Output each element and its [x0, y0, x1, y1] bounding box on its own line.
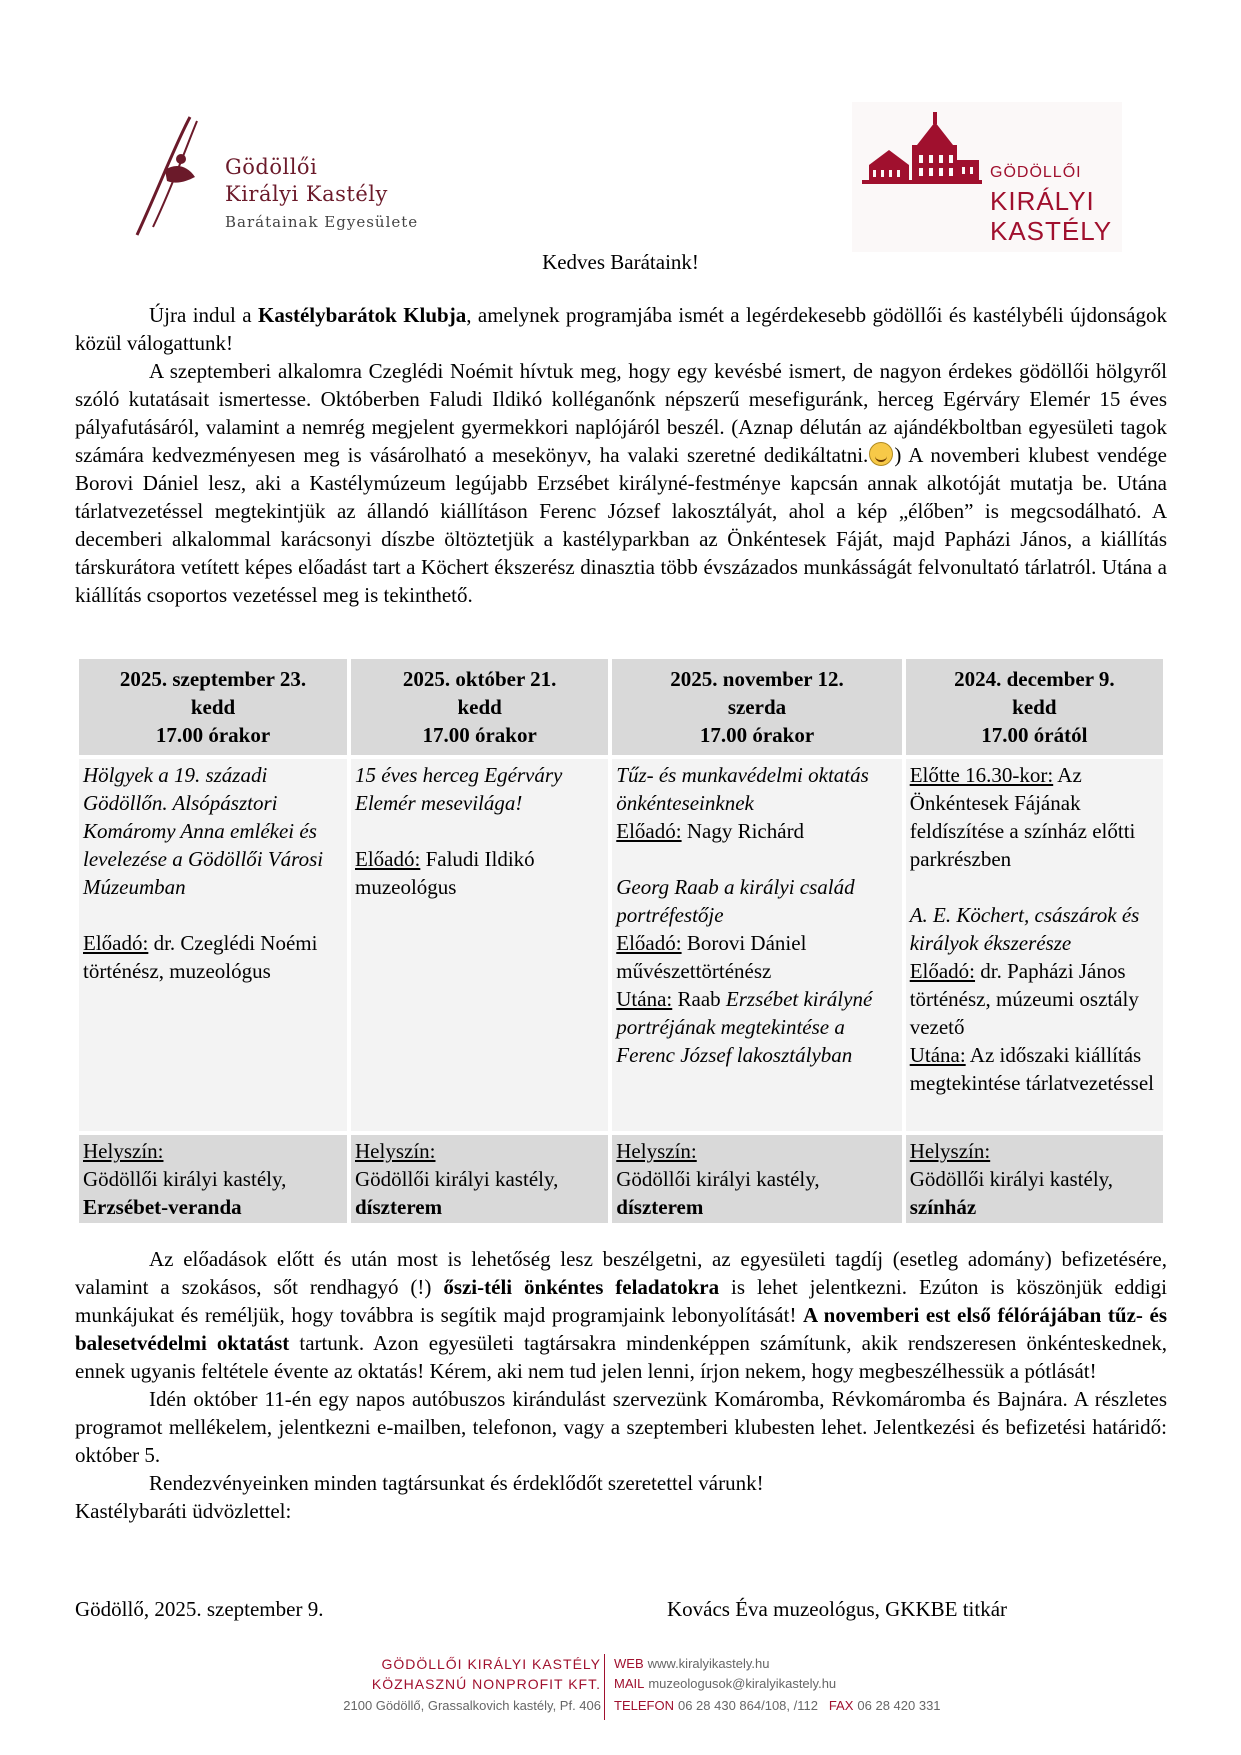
greeting: Kedves Barátaink! [542, 250, 699, 274]
schedule-venue-row [79, 1135, 1163, 1223]
intro-text [75, 301, 1167, 609]
logo-left-line2: Királyi Kastély [225, 182, 388, 206]
intro-paragraph-1: Újra indul a Kastélybarátok Klubja, amelynek programjába ismét a legérdekesebb gödöllői és kastélybéli újdonságok közül válogattunk! [75, 303, 1167, 355]
footer-org-type: KÖZHASZNÚ NONPROFIT KFT. [371, 1676, 601, 1692]
schedule-program-row [79, 759, 1163, 1131]
closing-salutation: Kastélybaráti üdvözlettel: [75, 1499, 292, 1523]
schedule-header-row [79, 659, 1163, 755]
event-4-date-cell: 2024. december 9. kedd 17.00 órától [906, 659, 1163, 755]
smiley-emoji-icon [869, 442, 893, 466]
footer-phone-fax: TELEFON 06 28 430 864/108, /112 FAX 06 28 420 331 [614, 1698, 941, 1713]
royal-palace-logo [852, 102, 1122, 252]
footer-divider [604, 1654, 605, 1720]
event-1-venue-cell: Helyszín: Gödöllői királyi kastély, Erzsébet-veranda [79, 1135, 347, 1223]
event-2-date-cell: 2025. október 21. kedd 17.00 órakor [351, 659, 608, 755]
friends-association-logo [135, 115, 419, 240]
footer-address: 2100 Gödöllő, Grassalkovich kastély, Pf. 406 [343, 1698, 601, 1713]
event-3-program-cell: Tűz- és munkavédelmi oktatás önkénteseinknek Előadó: Nagy Richárd Georg Raab a királyi család portréfestője Előadó: Borovi Dániel művészettörténész Utána: Raab Erzsébet királyné portréjának megtekintése a Ferenc József lakosztályban [612, 759, 901, 1131]
event-4-venue-cell: Helyszín: Gödöllői királyi kastély, színház [906, 1135, 1163, 1223]
event-schedule-table [75, 655, 1167, 1227]
outro-paragraph-1: Az előadások előtt és után most is lehetőség lesz beszélgetni, az egyesületi tagdíj (esetleg adomány) befizetésére, valamint a szokásos, sőt rendhagyó (!) őszi-téli önkéntes feladatokra is lehet jelentkezni. Ezúton is köszönjük eddigi munkájukat és reméljük, hogy továbbra is segítik majd programjaink lebonyolítását! A novemberi est első félórájában tűz- és balesetvédelmi oktatást tartunk. Azon egyesületi tagtársakra mindenképpen számítunk, akik rendszeresen önkénteskednek, ennek ugyanis feltétele évente az oktatás! Kérem, aki nem tud jelen lenni, írjon nekem, hogy megbeszélhessük a pótlását! [75, 1247, 1168, 1383]
outro-paragraph-3: Rendezvényeinken minden tagtársunkat és érdeklődőt szeretettel várunk! [149, 1471, 764, 1495]
letterhead-footer [0, 1650, 1241, 1730]
signer: Kovács Éva muzeológus, GKKBE titkár [667, 1597, 1008, 1621]
place-date: Gödöllő, 2025. szeptember 9. [75, 1597, 324, 1621]
logo-left-line3: Barátainak Egyesülete [225, 213, 419, 231]
event-3-venue-cell: Helyszín: Gödöllői királyi kastély, díszterem [612, 1135, 901, 1223]
footer-org-name: GÖDÖLLŐI KIRÁLYI KASTÉLY [381, 1656, 601, 1672]
rider-emblem-icon [135, 115, 215, 240]
palace-building-icon [857, 110, 987, 210]
event-1-program-cell: Hölgyek a 19. századi Gödöllőn. Alsópásztori Komáromy Anna emlékei és levelezése a Gödöllői Városi Múzeumban Előadó: dr. Czeglédi Noémi történész, muzeológus [79, 759, 347, 1131]
outro-text [75, 1245, 1167, 1525]
logo-right-line2: KIRÁLYI [990, 186, 1095, 216]
logo-right-line1: GÖDÖLLŐI [990, 164, 1082, 181]
outro-paragraph-2: Idén október 11-én egy napos autóbuszos kirándulást szervezünk Komáromba, Révkomáromba és Bajnára. A részletes programot mellékelem, jelentkezni e-mailben, telefonon, vagy a szeptemberi klubesten lehet. Jelentkezési és befizetési határidő: október 5. [75, 1387, 1167, 1467]
intro-paragraph-2: A szeptemberi alkalomra Czeglédi Noémit hívtuk meg, hogy egy kevésbé ismert, de nagyon érdekes gödöllői hölgyről szóló kutatásait ismertesse. Októberben Faludi Ildikó kolléganőnk népszerű mesefiguránk, herceg Egérváry Elemér 15 éves pályafutásáról, valamint a nemrég megjelent gyermekkori naplójáról beszél. (Aznap délután az ajándékboltban egyesületi tagok számára kedvezményesen meg is vásárolható a mesekönyv, ha valaki szeretné dedikáltatni. ) A novemberi klubest vendége Borovi Dániel lesz, aki a Kastélymúzeum legújabb Erzsébet királyné-festménye kapcsán annak alkotóját mutatja be. Utána tárlatvezetéssel megtekintjük az állandó kiállításon Ferenc József lakosztályát, ahol a kép „élőben” is megcsodálható. A decemberi alkalommal karácsonyi díszbe öltöztetjük a kastélyparkban az Önkéntesek Fáját, majd Papházi János, a kiállítás társkurátora vetített képes előadást tart a Köchert ékszerész dinasztia több évszázados munkásságát felvonultató tárlatról. Utána a kiállítás csoportos vezetéssel meg is tekinthető. [75, 359, 1167, 607]
footer-mail[interactable]: MAIL muzeologusok@kiralyikastely.hu [614, 1676, 837, 1691]
event-2-venue-cell: Helyszín: Gödöllői királyi kastély, díszterem [351, 1135, 608, 1223]
event-1-date-cell: 2025. szeptember 23. kedd 17.00 órakor [79, 659, 347, 755]
footer-web[interactable]: WEB www.kiralyikastely.hu [614, 1656, 770, 1671]
event-2-program-cell: 15 éves herceg Egérváry Elemér mesevilága! Előadó: Faludi Ildikó muzeológus [351, 759, 608, 1131]
logo-left-line1: Gödöllői [225, 155, 318, 179]
event-3-date-cell: 2025. november 12. szerda 17.00 órakor [612, 659, 901, 755]
logo-right-line3: KASTÉLY [990, 216, 1113, 246]
event-4-program-cell: Előtte 16.30-kor: Az Önkéntesek Fájának feldíszítése a színház előtti parkrészben A. E. Köchert, császárok és királyok ékszerésze Előadó: dr. Papházi János történész, múzeumi osztály vezető Utána: Az időszaki kiállítás megtekintése tárlatvezetéssel [906, 759, 1163, 1131]
